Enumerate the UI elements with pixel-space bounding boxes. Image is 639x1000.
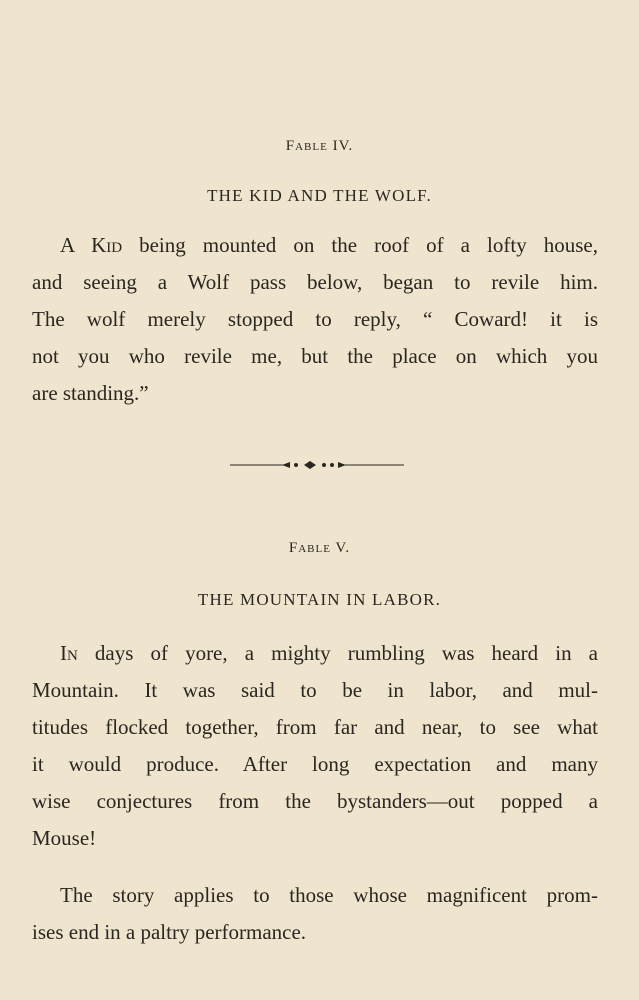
text-line: are standing.”	[32, 381, 149, 405]
fable-5-number: Fable V.	[288, 540, 351, 556]
fable-5-text	[32, 635, 598, 857]
ornament-divider	[230, 458, 404, 472]
text-line: ises end in a paltry performance.	[32, 920, 307, 944]
text-line: The wolf merely stopped to reply, “ Coward! it is	[32, 307, 598, 331]
text-line: titudes flocked together, from far and near, to see what	[32, 715, 598, 739]
text-line: Mountain. It was said to be in labor, and mul-	[32, 678, 598, 702]
fable-5-title: THE MOUNTAIN IN LABOR.	[197, 590, 442, 609]
fable-4-number: Fable IV.	[285, 138, 354, 154]
fable-4-title: THE KID AND THE WOLF.	[207, 186, 432, 205]
fable-5-moral	[32, 877, 598, 951]
text-line: wise conjectures from the bystanders—out popped a	[32, 789, 598, 813]
text-line: Mouse!	[32, 826, 97, 850]
text-line: A Kid being mounted on the roof of a lofty house,	[60, 233, 598, 257]
text-line: In days of yore, a mighty rumbling was heard in a	[60, 641, 598, 665]
text-line: not you who revile me, but the place on which you	[32, 344, 598, 368]
fable-4-text	[32, 227, 598, 412]
text-line: The story applies to those whose magnificent prom-	[60, 883, 598, 907]
text-line: it would produce. After long expectation and many	[32, 752, 598, 776]
text-line: and seeing a Wolf pass below, began to revile him.	[32, 270, 598, 294]
